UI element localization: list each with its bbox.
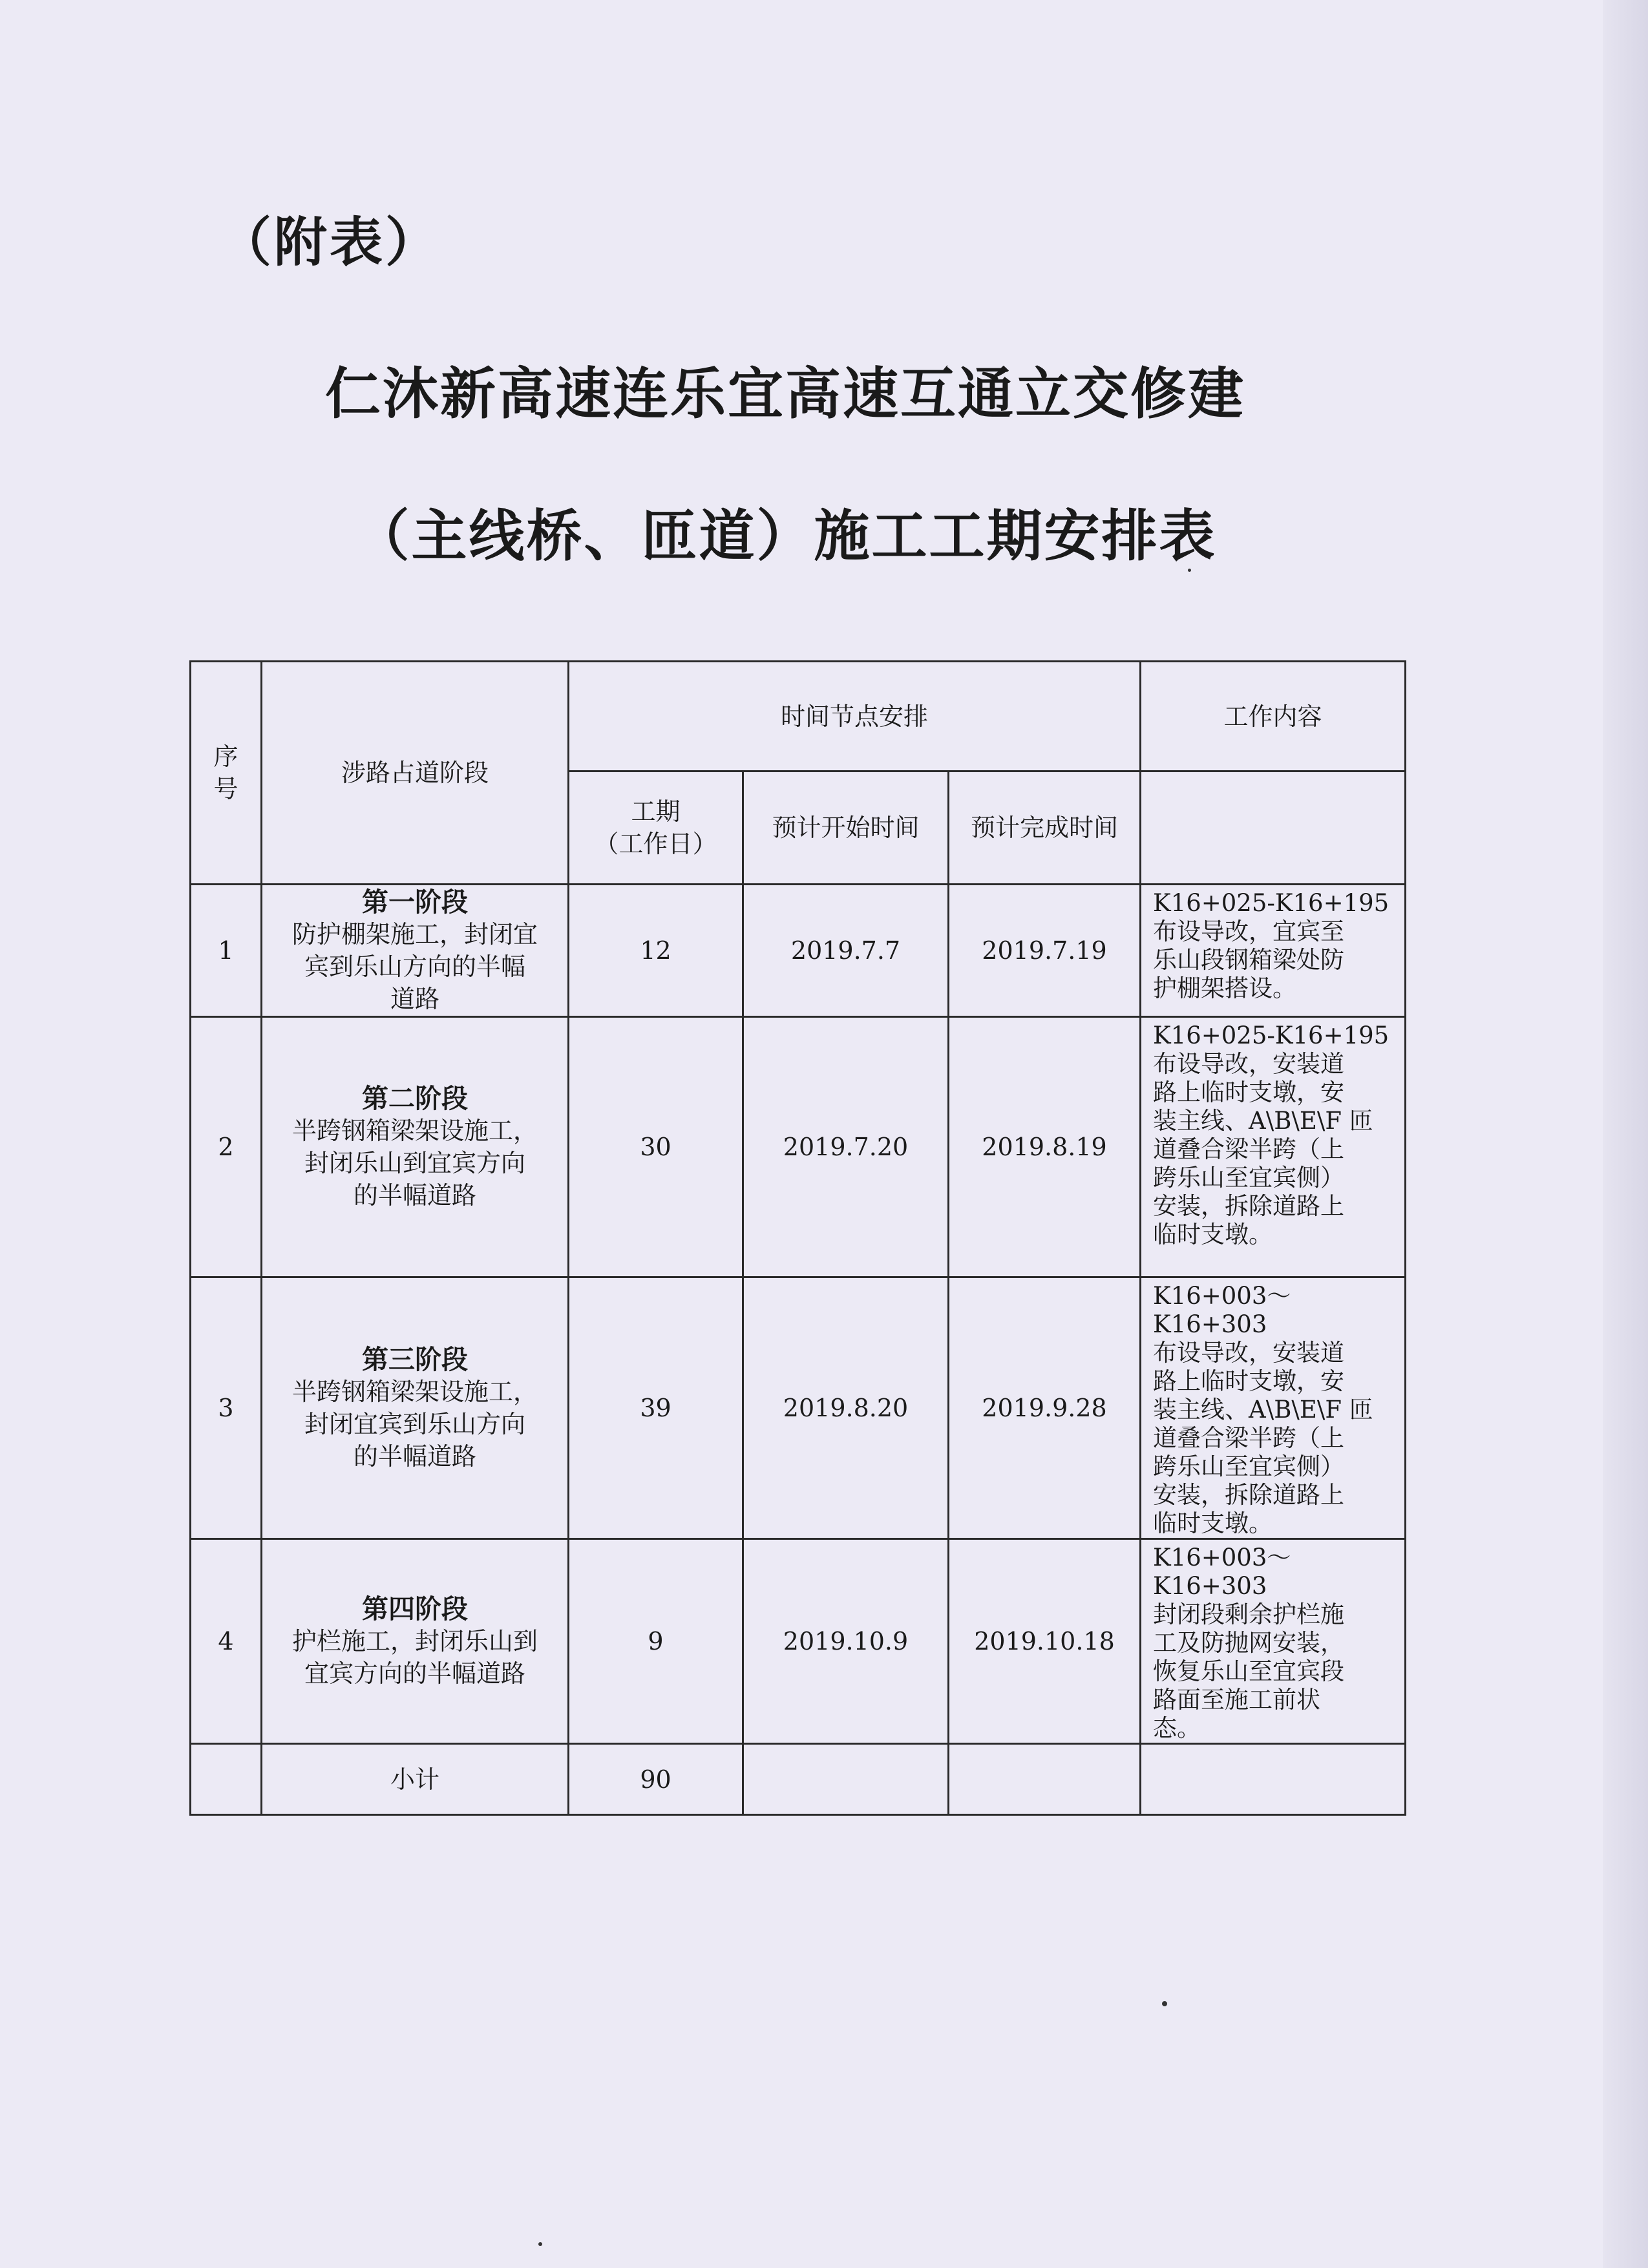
row-finish: 2019.10.18 xyxy=(949,1539,1141,1744)
row-stage xyxy=(262,885,569,1017)
row-content: K16+025-K16+195 布设导改，安装道 路上临时支墩，安 装主线、A\B\E\F 匝 道叠合梁半跨（上 跨乐山至宜宾侧） 安装，拆除道路上 临时支墩。 xyxy=(1141,1017,1406,1277)
stage-description: 半跨钢箱梁架设施工， 封闭乐山到宜宾方向 的半幅道路 xyxy=(291,1117,538,1210)
stage-description: 护栏施工，封闭乐山到 宜宾方向的半幅道路 xyxy=(291,1627,538,1688)
annex-label: （附表） xyxy=(218,211,441,273)
row-content: K16+025-K16+195 布设导改，宜宾至 乐山段钢箱梁处防 护棚架搭设。 xyxy=(1141,885,1406,1017)
row-content: K16+003～K16+303 布设导改，安装道 路上临时支墩，安 装主线、A\B\E\F 匝 道叠合梁半跨（上 跨乐山至宜宾侧） 安装，拆除道路上 临时支墩。 xyxy=(1141,1277,1406,1539)
table-row xyxy=(191,1277,1406,1539)
row-start: 2019.8.20 xyxy=(743,1277,949,1539)
document-title-line-2: （主线桥、匝道）施工工期安排表 xyxy=(354,503,1217,569)
subtotal-content-blank xyxy=(1141,1744,1406,1815)
row-seq: 2 xyxy=(191,1017,262,1277)
row-seq: 3 xyxy=(191,1277,262,1539)
table-row xyxy=(191,885,1406,1017)
header-stage: 涉路占道阶段 xyxy=(262,662,569,885)
scan-speck xyxy=(1162,2001,1167,2006)
header-seq: 序 号 xyxy=(191,662,262,885)
stage-description: 半跨钢箱梁架设施工， 封闭宜宾到乐山方向 的半幅道路 xyxy=(291,1378,538,1471)
stage-title: 第二阶段 xyxy=(362,1083,468,1114)
row-finish: 2019.9.28 xyxy=(949,1277,1141,1539)
row-finish: 2019.7.19 xyxy=(949,885,1141,1017)
stage-title: 第四阶段 xyxy=(362,1593,468,1624)
subtotal-seq-blank xyxy=(191,1744,262,1815)
row-start: 2019.10.9 xyxy=(743,1539,949,1744)
header-content-blank xyxy=(1141,772,1406,885)
scan-speck xyxy=(538,2242,542,2246)
subtotal-start-blank xyxy=(743,1744,949,1815)
row-start: 2019.7.7 xyxy=(743,885,949,1017)
subtotal-label: 小计 xyxy=(262,1744,569,1815)
stage-description: 防护棚架施工，封闭宜 宾到乐山方向的半幅 道路 xyxy=(291,920,538,1013)
stage-title: 第一阶段 xyxy=(362,887,468,918)
header-start: 预计开始时间 xyxy=(743,772,949,885)
row-seq: 4 xyxy=(191,1539,262,1744)
row-duration: 39 xyxy=(569,1277,743,1539)
schedule-table xyxy=(189,660,1406,1816)
subtotal-duration: 90 xyxy=(569,1744,743,1815)
subtotal-finish-blank xyxy=(949,1744,1141,1815)
table-header-row-1 xyxy=(191,662,1406,772)
row-seq: 1 xyxy=(191,885,262,1017)
header-finish: 预计完成时间 xyxy=(949,772,1141,885)
subtotal-row xyxy=(191,1744,1406,1815)
row-content: K16+003～K16+303 封闭段剩余护栏施 工及防抛网安装， 恢复乐山至宜宾段 路面至施工前状 态。 xyxy=(1141,1539,1406,1744)
table-row xyxy=(191,1539,1406,1744)
stage-title: 第三阶段 xyxy=(362,1344,468,1375)
row-stage xyxy=(262,1539,569,1744)
header-duration: 工期 （工作日） xyxy=(569,772,743,885)
row-duration: 9 xyxy=(569,1539,743,1744)
row-start: 2019.7.20 xyxy=(743,1017,949,1277)
row-stage xyxy=(262,1277,569,1539)
scan-speck xyxy=(1188,569,1191,572)
row-duration: 12 xyxy=(569,885,743,1017)
scan-edge xyxy=(1603,0,1648,2268)
table-row xyxy=(191,1017,1406,1277)
row-duration: 30 xyxy=(569,1017,743,1277)
header-schedule-group: 时间节点安排 xyxy=(569,662,1141,772)
header-content: 工作内容 xyxy=(1141,662,1406,772)
row-finish: 2019.8.19 xyxy=(949,1017,1141,1277)
row-stage xyxy=(262,1017,569,1277)
document-title-line-1: 仁沐新高速连乐宜高速互通立交修建 xyxy=(325,361,1245,426)
